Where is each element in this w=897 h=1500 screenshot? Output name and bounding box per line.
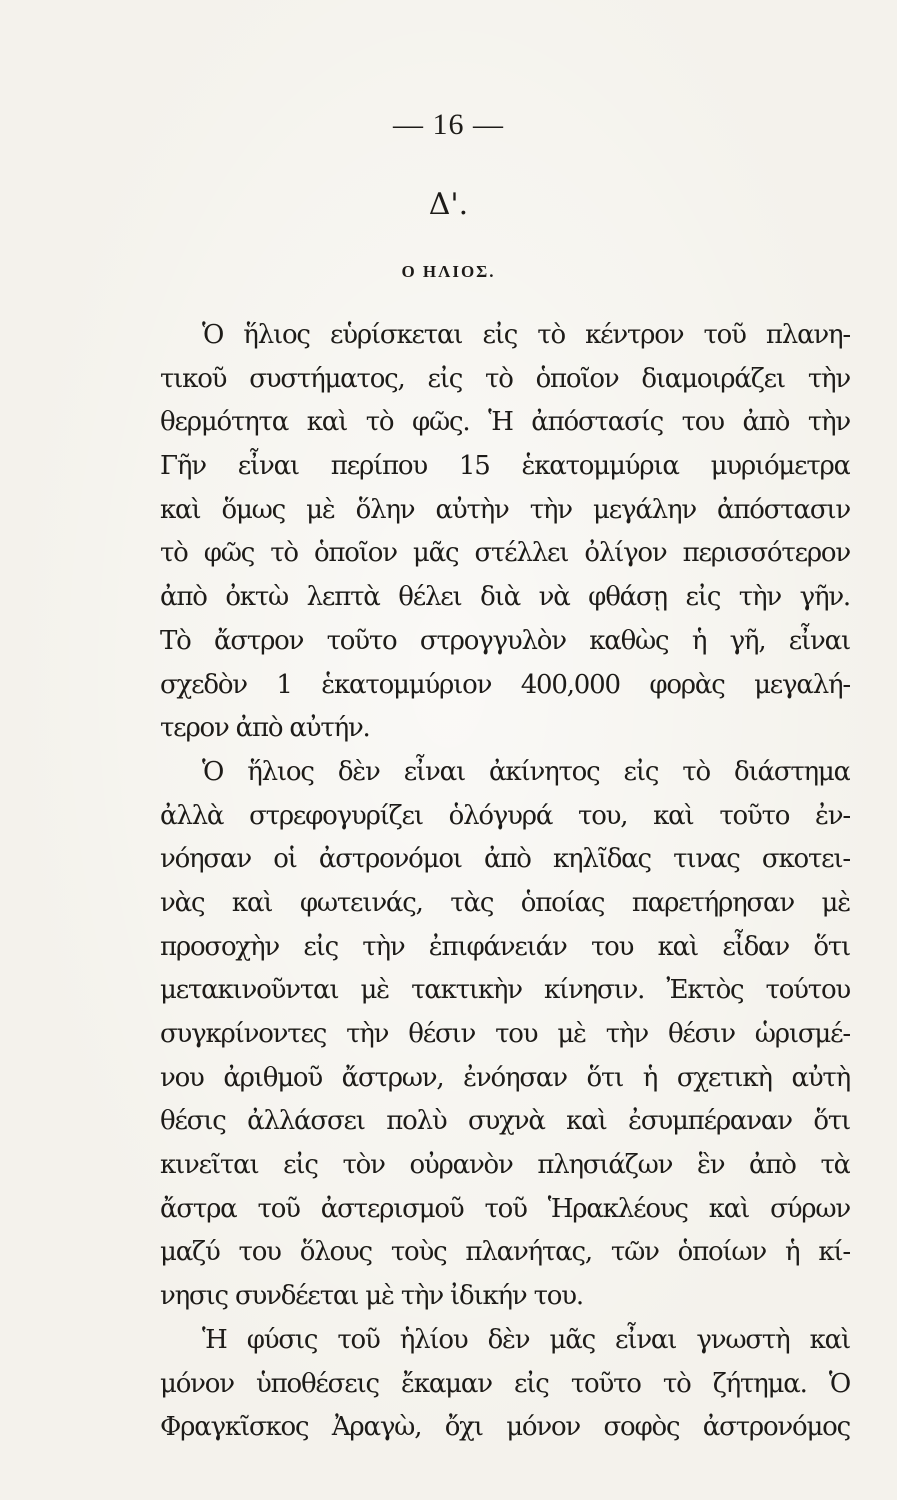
text-line: μετακινοῦνται μὲ τακτικὴν κίνησιν. Ἐκτὸς τούτου	[160, 975, 850, 1006]
text-line: νὰς καὶ φωτεινάς, τὰς ὁποίας παρετήρησαν μὲ	[160, 887, 850, 918]
text-line: μαζύ του ὅλους τοὺς πλανήτας, τῶν ὁποίων ἡ κί-	[160, 1237, 850, 1268]
text-line: ἄστρα τοῦ ἀστερισμοῦ τοῦ Ἡρακλέους καὶ σύρων	[160, 1193, 850, 1224]
text-line: θέσις ἀλλάσσει πολὺ συχνὰ καὶ ἐσυμπέραναν ὅτι	[160, 1106, 850, 1137]
text-line: νησις συνδέεται μὲ τὴν ἰδικήν του.	[160, 1281, 583, 1312]
text-line: συγκρίνοντες τὴν θέσιν του μὲ τὴν θέσιν ὡρισμέ-	[160, 1019, 850, 1049]
text-line: νου ἀριθμοῦ ἄστρων, ἐνόησαν ὅτι ἡ σχετικὴ αὐτὴ	[160, 1062, 850, 1093]
text-line: κινεῖται εἰς τὸν οὐρανὸν πλησιάζων ἓν ἀπὸ τὰ	[160, 1150, 850, 1181]
page-number: — 16 —	[393, 108, 504, 141]
text-line: Ὁ ἥλιος εὑρίσκεται εἰς τὸ κέντρον τοῦ πλανη-	[202, 320, 850, 350]
text-line: προσοχὴν εἰς τὴν ἐπιφάνειάν του καὶ εἶδαν ὅτι	[160, 931, 850, 962]
text-line: μόνον ὑποθέσεις ἔκαμαν εἰς τοῦτο τὸ ζήτημα. Ὁ	[160, 1368, 850, 1399]
text-line: νόησαν οἱ ἀστρονόμοι ἀπὸ κηλῖδας τινας σκοτει-	[160, 844, 850, 875]
section-letter: Δ'.	[428, 187, 469, 222]
chapter-title: Ο ΗΛΙΟΣ.	[401, 262, 496, 281]
text-line: ἀπὸ ὀκτὼ λεπτὰ θέλει διὰ νὰ φθάσῃ εἰς τὴν γῆν.	[160, 582, 850, 613]
text-line: Γῆν εἶναι περίπου 15 ἑκατομμύρια μυριόμετρα	[160, 451, 850, 482]
text-line: τικοῦ συστήματος, εἰς τὸ ὁποῖον διαμοιράζει τὴν	[160, 363, 850, 394]
text-line: σχεδὸν 1 ἑκατομμύριον 400,000 φορὰς μεγαλή-	[160, 669, 850, 700]
text-line: Φραγκῖσκος Ἀραγὼ, ὄχι μόνον σοφὸς ἀστρονόμος	[160, 1412, 850, 1443]
text-line: θερμότητα καὶ τὸ φῶς. Ἡ ἀπόστασίς του ἀπὸ τὴν	[160, 407, 850, 438]
body-text	[160, 314, 850, 1450]
text-line: Ὁ ἥλιος δὲν εἶναι ἀκίνητος εἰς τὸ διάστημα	[202, 756, 850, 787]
text-line: τερον ἀπὸ αὐτήν.	[160, 713, 370, 744]
text-line: Ἡ φύσις τοῦ ἡλίου δὲν μᾶς εἶναι γνωστὴ καὶ	[202, 1324, 850, 1355]
text-line: καὶ ὅμως μὲ ὅλην αὐτὴν τὴν μεγάλην ἀπόστασιν	[160, 494, 850, 525]
text-line: ἀλλὰ στρεφογυρίζει ὁλόγυρά του, καὶ τοῦτο ἐν-	[160, 800, 850, 831]
text-line: Τὸ ἄστρον τοῦτο στρογγυλὸν καθὼς ἡ γῆ, εἶναι	[160, 625, 850, 656]
text-line: τὸ φῶς τὸ ὁποῖον μᾶς στέλλει ὀλίγον περισσότερον	[160, 538, 850, 569]
